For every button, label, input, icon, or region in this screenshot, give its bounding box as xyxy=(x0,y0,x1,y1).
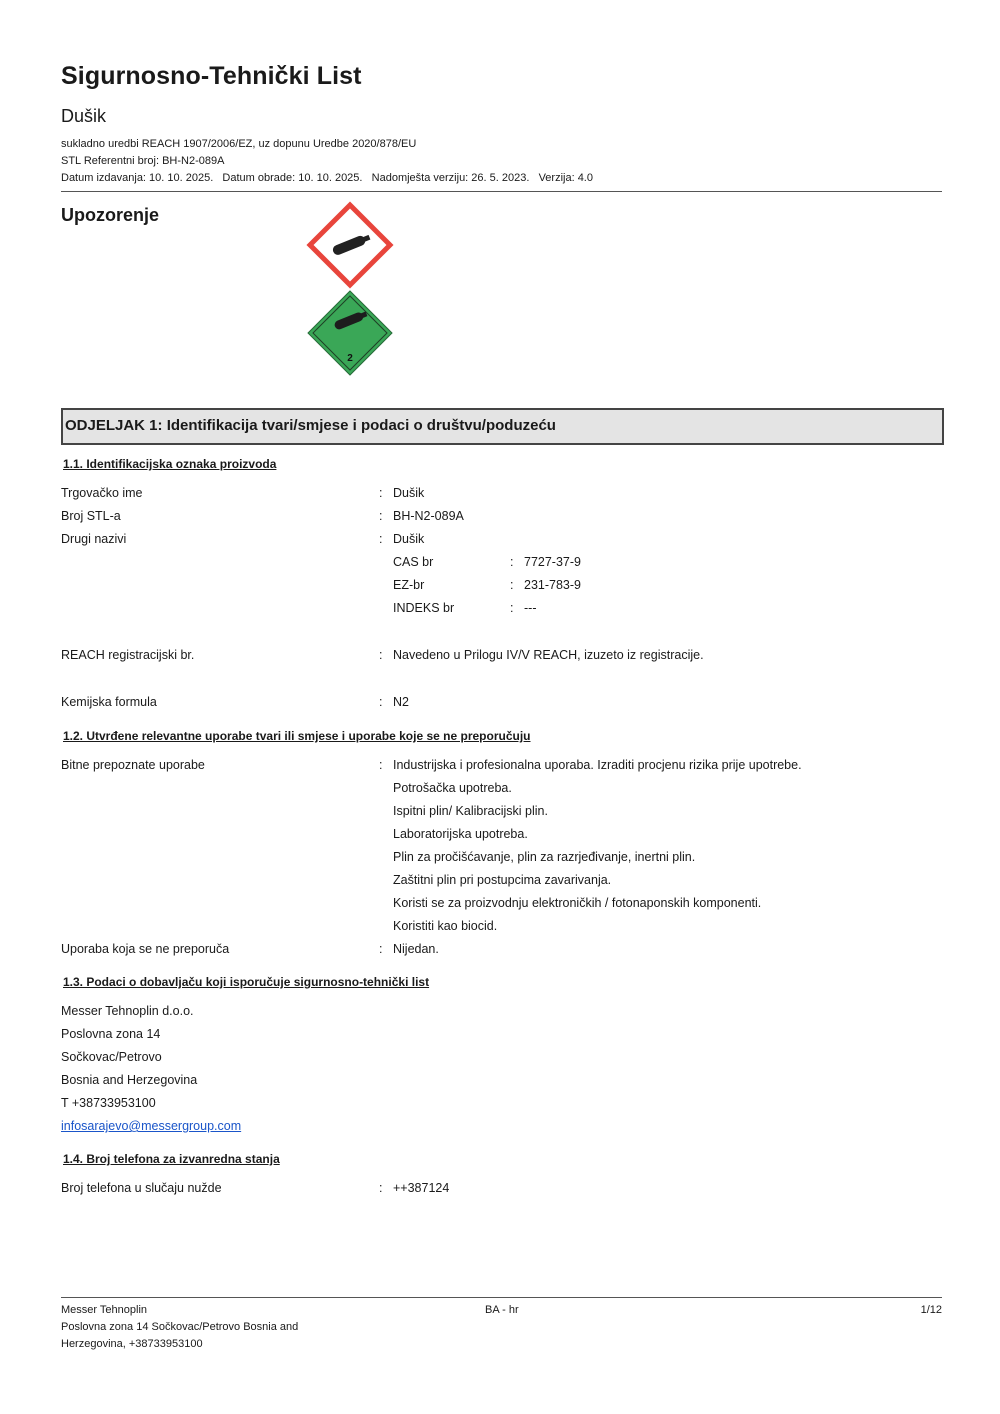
trade-name-value: Dušik xyxy=(393,486,425,500)
subsection-1-1-heading: 1.1. Identifikacijska oznaka proizvoda xyxy=(63,457,277,471)
sds-number-value: BH-N2-089A xyxy=(393,509,464,523)
product-name: Dušik xyxy=(61,106,107,126)
formula-value: N2 xyxy=(393,695,409,709)
reach-value: Navedeno u Prilogu IV/V REACH, izuzeto iz registracije. xyxy=(393,648,704,662)
use-item: Industrijska i profesionalna uporaba. Izraditi procjenu rizika prije upotrebe. xyxy=(393,758,802,772)
footer-divider xyxy=(61,1297,942,1298)
formula-label: Kemijska formula xyxy=(61,695,157,709)
cas-label: CAS br xyxy=(393,555,434,569)
not-recommended-label: Uporaba koja se ne preporuča xyxy=(61,942,230,956)
document-title: Sigurnosno-Tehnički List xyxy=(61,62,362,90)
subsection-1-4-heading: 1.4. Broj telefona za izvanredna stanja xyxy=(63,1152,280,1166)
use-item: Koristi se za proizvodnju elektroničkih / fotonaponskih komponenti. xyxy=(393,896,762,910)
supplier-country: Bosnia and Herzegovina xyxy=(61,1073,198,1087)
reference-number: STL Referentni broj: BH-N2-089A xyxy=(61,155,225,167)
cas-row: CAS br : 7727-37-9 xyxy=(393,555,581,569)
subsection-1-2-heading: 1.2. Utvrđene relevantne uporabe tvari ili smjese i uporabe koje se ne preporučuju xyxy=(63,729,531,743)
other-names-value: Dušik xyxy=(393,532,425,546)
use-item: Koristiti kao biocid. xyxy=(393,919,498,933)
regulation-text: sukladno uredbi REACH 1907/2006/EZ, uz dopunu Uredbe 2020/878/EU xyxy=(61,138,417,150)
trade-name-row: Trgovačko ime : Dušik xyxy=(61,486,425,500)
supplier-city: Sočkovac/Petrovo xyxy=(61,1050,162,1064)
section-1-title: ODJELJAK 1: Identifikacija tvari/smjese i podaci o društvu/poduzeću xyxy=(65,417,556,434)
transport-class-2-icon xyxy=(306,289,394,377)
page-number: 1/12 xyxy=(920,1304,942,1316)
gas-cylinder-ghs-icon xyxy=(306,201,394,289)
not-recommended-value: Nijedan. xyxy=(393,942,439,956)
footer-company-line2: Poslovna zona 14 Sočkovac/Petrovo Bosnia and xyxy=(61,1321,299,1333)
not-recommended-row: Uporaba koja se ne preporuča : Nijedan. xyxy=(61,942,439,956)
other-names-label: Drugi nazivi xyxy=(61,532,127,546)
supplier-street: Poslovna zona 14 xyxy=(61,1027,161,1041)
use-item: Plin za pročišćavanje, plin za razrjeđivanje, inertni plin. xyxy=(393,850,696,864)
trade-name-label: Trgovačko ime xyxy=(61,486,143,500)
ec-label: EZ-br xyxy=(393,578,425,592)
transport-class-number: 2 xyxy=(347,353,353,364)
other-names-row: Drugi nazivi : Dušik xyxy=(61,532,425,546)
uses-label: Bitne prepoznate uporabe xyxy=(61,758,205,772)
ec-row: EZ-br : 231-783-9 xyxy=(393,578,581,592)
cas-value: 7727-37-9 xyxy=(524,555,581,569)
signal-word: Upozorenje xyxy=(61,205,160,225)
supplier-phone: T +38733953100 xyxy=(61,1096,156,1110)
emergency-row: Broj telefona u slučaju nužde : ++387124 xyxy=(61,1181,450,1195)
ec-value: 231-783-9 xyxy=(524,578,581,592)
revision-dates: Datum izdavanja: 10. 10. 2025. Datum obrade: 10. 10. 2025. Nadomješta verziju: 26. 5. 2023. Verzija: 4.0 xyxy=(61,172,593,184)
sds-number-row: Broj STL-a : BH-N2-089A xyxy=(61,509,464,523)
index-row: INDEKS br : --- xyxy=(393,601,537,615)
index-label: INDEKS br xyxy=(393,601,455,615)
emergency-value: ++387124 xyxy=(393,1181,450,1195)
header-divider xyxy=(61,191,942,192)
use-item: Potrošačka upotreba. xyxy=(393,781,512,795)
use-item: Ispitni plin/ Kalibracijski plin. xyxy=(393,804,548,818)
use-item: Laboratorijska upotreba. xyxy=(393,827,528,841)
reach-row: REACH registracijski br. : Navedeno u Prilogu IV/V REACH, izuzeto iz registracije. xyxy=(61,648,704,662)
emergency-label: Broj telefona u slučaju nužde xyxy=(61,1181,222,1195)
uses-row: Bitne prepoznate uporabe : Industrijska i profesionalna uporaba. Izraditi procjenu rizika prije upotrebe. xyxy=(61,758,802,772)
footer-language: BA - hr xyxy=(485,1304,519,1316)
section-1-header xyxy=(61,408,944,445)
index-value: --- xyxy=(524,601,537,615)
formula-row: Kemijska formula : N2 xyxy=(61,695,409,709)
subsection-1-3-heading: 1.3. Podaci o dobavljaču koji isporučuje sigurnosno-tehnički list xyxy=(63,975,430,989)
use-item: Zaštitni plin pri postupcima zavarivanja. xyxy=(393,873,612,887)
reach-label: REACH registracijski br. xyxy=(61,648,195,662)
footer-company-line1: Messer Tehnoplin xyxy=(61,1304,148,1316)
supplier-company: Messer Tehnoplin d.o.o. xyxy=(61,1004,194,1018)
supplier-email-link[interactable]: infosarajevo@messergroup.com xyxy=(61,1119,242,1133)
sds-number-label: Broj STL-a xyxy=(61,509,121,523)
footer-company-line3: Herzegovina, +38733953100 xyxy=(61,1338,203,1350)
